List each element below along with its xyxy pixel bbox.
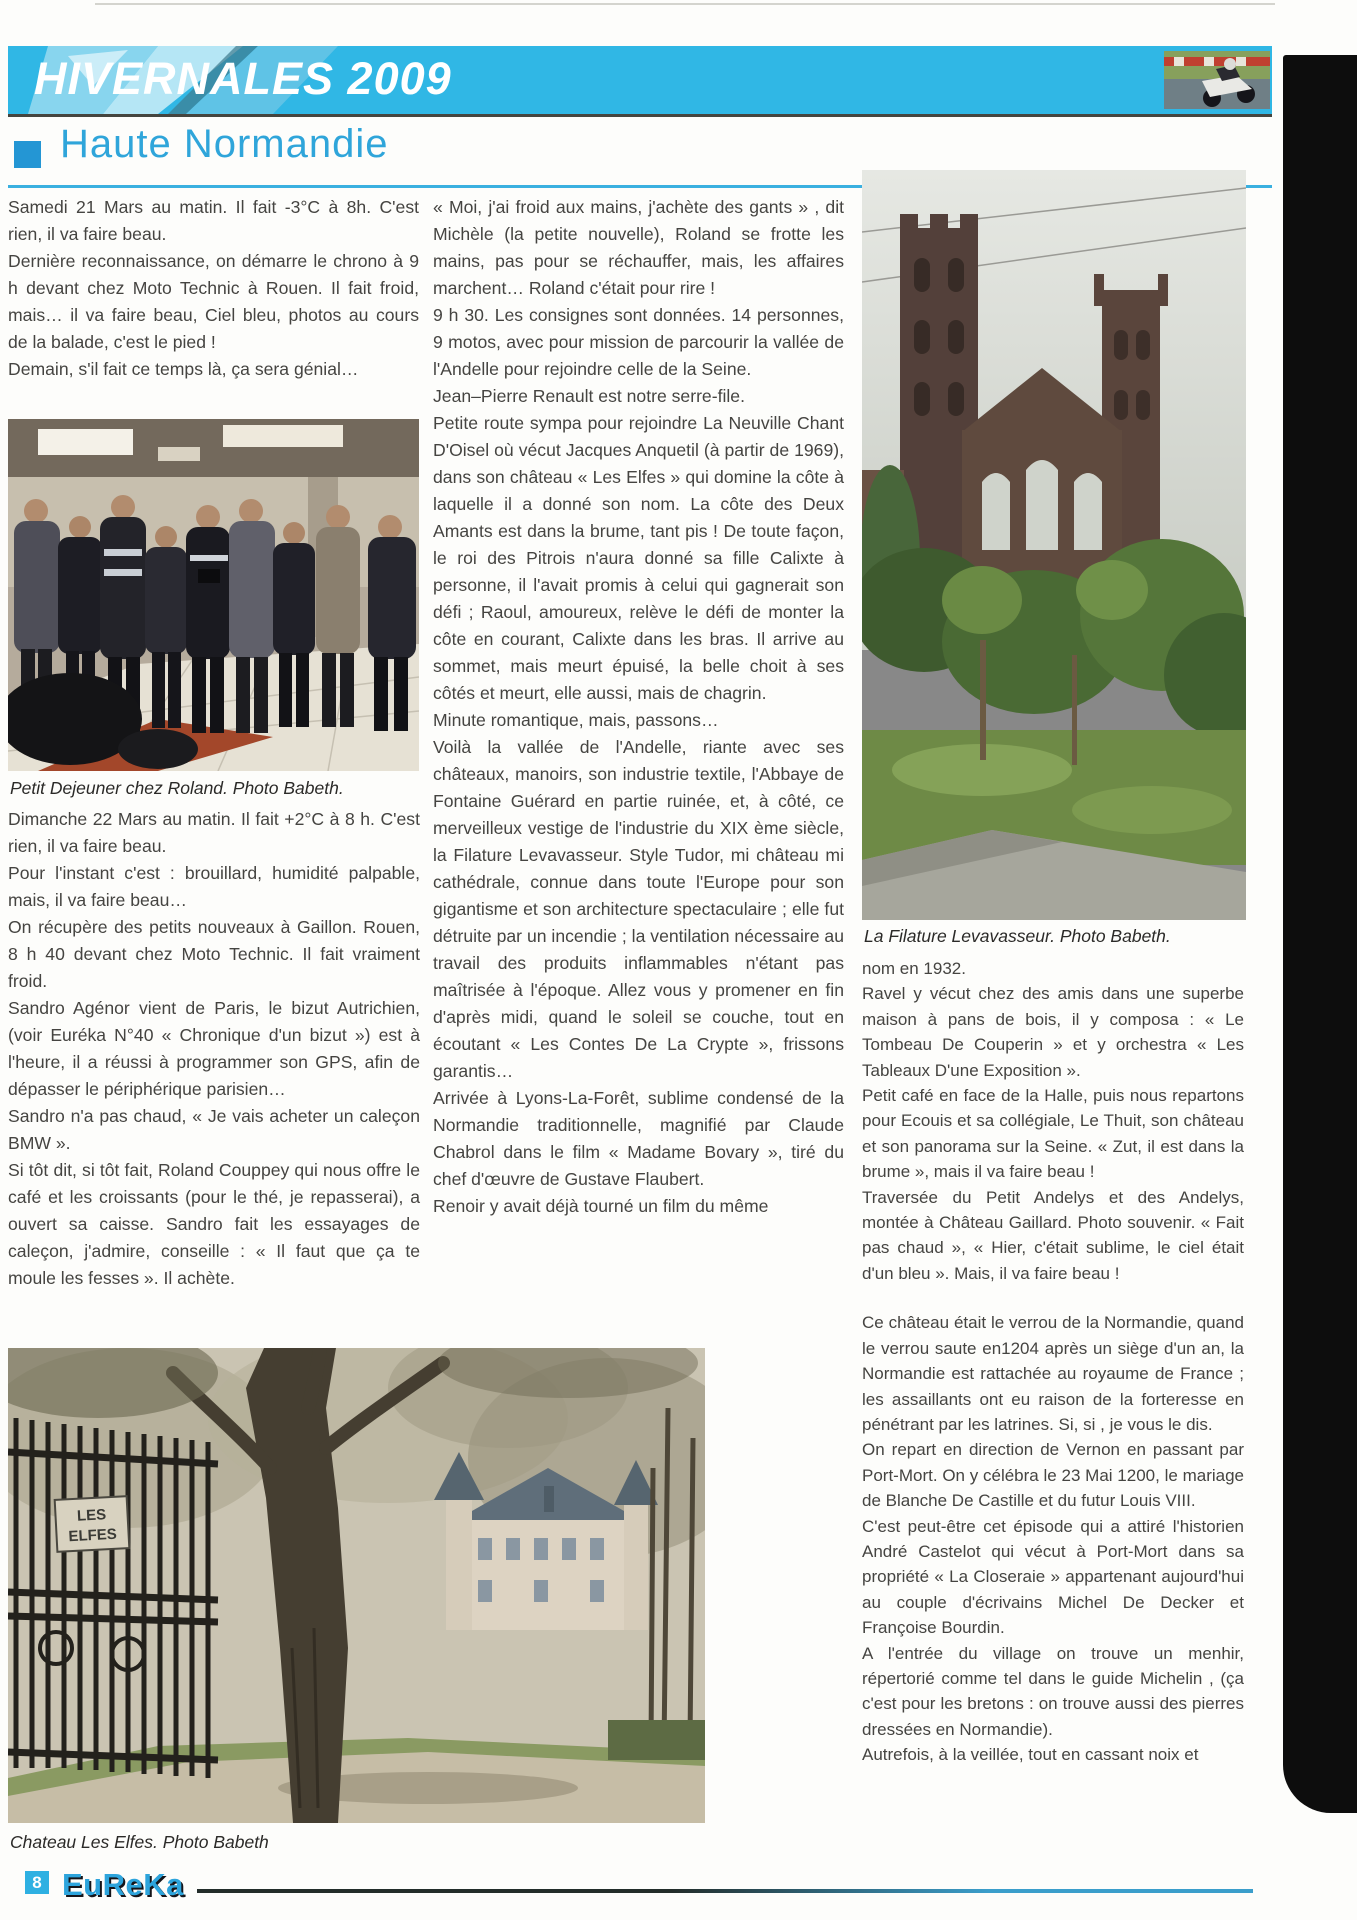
paragraph: Petit café en face de la Halle, puis nous repartons pour Ecouis et sa collégiale, Le Thuit, son château et son panorama sur la Seine. « Zut, il est dans la brume », mais il va faire beau ! [862, 1086, 1244, 1182]
page-number-badge [25, 1871, 49, 1894]
eureka-logo: EuReKa [62, 1867, 184, 1902]
paragraph: Minute romantique, mais, passons… [433, 710, 719, 730]
paragraph: Arrivée à Lyons-La-Forêt, sublime condensé de la Normandie traditionnelle, magnifié par Claude Chabrol dans le film « Madame Bovary », tiré du chef d'œuvre de Gustave Flaubert. [433, 1088, 844, 1189]
paragraph: Jean–Pierre Renault est notre serre-file. [433, 386, 745, 406]
column-3 [862, 956, 1244, 1768]
scan-black-edge [1283, 55, 1357, 1813]
paragraph: Samedi 21 Mars au matin. Il fait -3°C à 8h. C'est rien, il va faire beau. [8, 197, 419, 244]
photo3-caption: Chateau Les Elfes. Photo Babeth [10, 1832, 269, 1852]
photo1-caption: Petit Dejeuner chez Roland. Photo Babeth. [10, 778, 344, 798]
paragraph: A l'entrée du village on trouve un menhir, répertorié comme tel dans le guide Michelin , (ça c'est pour les bretons : on trouve aussi des pierres dressées en Normandie). [862, 1643, 1244, 1739]
photo2-caption: La Filature Levavasseur. Photo Babeth. [864, 926, 1171, 946]
paragraph: Pour l'instant c'est : brouillard, humidité palpable, mais, il va faire beau… [8, 863, 420, 910]
scan-edge-line [95, 3, 1275, 5]
banner-underline [8, 114, 1272, 117]
paragraph: nom en 1932. [862, 959, 966, 978]
photo-chateau-les-elfes [8, 1348, 705, 1823]
column-1-top [8, 194, 419, 383]
paragraph: Si tôt dit, si tôt fait, Roland Couppey qui nous offre le café et les croissants (pour le thé, je repasserai), a ouvert sa caisse. Sandro fait les essayages de caleçon, j'admire, conseille : « Il faut que ça te moule les fesses ». Il achète. [8, 1160, 420, 1288]
section-bullet [14, 141, 41, 168]
photo-breakfast-group [8, 419, 419, 771]
paragraph: Sandro n'a pas chaud, « Je vais acheter un caleçon BMW ». [8, 1106, 420, 1153]
paragraph: Sandro Agénor vient de Paris, le bizut Autrichien, (voir Euréka N°40 « Chronique d'un bizut ») est à l'heure, il a réussi à programmer son GPS, afin de dépasser le périphérique parisien… [8, 998, 420, 1099]
paragraph: C'est peut-être cet épisode qui a attiré l'historien André Castelot qui vécut à Port-Mort dans sa propriété « La Closeraie » appartenant aujourd'hui au couple d'écrivains Michel De Decker et Françoise Bourdin. [862, 1516, 1244, 1638]
paragraph: Demain, s'il fait ce temps là, ça sera génial… [8, 359, 359, 379]
paragraph: « Moi, j'ai froid aux mains, j'achète des gants » , dit Michèle (la petite nouvelle), Roland se frotte les mains, pas pour se réchauffer, mais, les affaires marchent… Roland c'était pour rire ! [433, 197, 844, 298]
paragraph: Autrefois, à la veillée, tout en cassant noix et [862, 1745, 1199, 1765]
paragraph: Ce château était le verrou de la Normandie, quand le verrou saute en1204 après un siège d'un an, la Normandie est rattachée au royaume de France ; les assaillants ont eu raison de la forteresse en pénétrant par les latrines. Si, si , je vous le dis. [862, 1313, 1244, 1434]
page-number: 8 [32, 1872, 42, 1892]
photo-filature-ruins [862, 170, 1246, 920]
paragraph: Ravel y vécut chez des amis dans une superbe maison à pans de bois, il y composa : « Le Tombeau De Couperin » et y orchestra « Les Tableaux D'une Exposition ». [862, 984, 1244, 1080]
column-2 [433, 194, 844, 1220]
header-banner [8, 46, 1272, 114]
paragraph: Renoir y avait déjà tourné un film du même [433, 1196, 769, 1216]
paragraph: Petite route sympa pour rejoindre La Neuville Chant D'Oisel où vécut Jacques Anquetil (à partir de 1969), dans son château « Les Elfes » qui domine la côte à laquelle il a donné son nom. La côte des Deux Amants est dans la brume, tant pis ! De toute façon, le roi des Pitrois n'aura donné sa fille Calixte à personne, il l'avait promis à celui qui gagnerait son défi ; Raoul, amoureux, relève le défi de monter la côte en courant, Calixte dans les bras. Il arrive au sommet, mais meurt épuisé, la belle choit à ses côtés et meurt, elle aussi, mais de chagrin. [433, 413, 844, 703]
column-1-bottom [8, 806, 420, 1292]
banner-title: HIVERNALES 2009 [34, 53, 452, 104]
paragraph: Dimanche 22 Mars au matin. Il fait +2°C à 8 h. C'est rien, il va faire beau. [8, 809, 420, 856]
paragraph: Dernière reconnaissance, on démarre le chrono à 9 h devant chez Moto Technic à Rouen. Il fait froid, mais… il va faire beau, Ciel bleu, photos au cours de la balade, c'est le pied ! [8, 251, 419, 352]
footer-rule [197, 1889, 1253, 1893]
paragraph: Traversée du Petit Andelys et des Andelys, montée à Château Gaillard. Photo souvenir. « Fait pas chaud », « Hier, c'était sublime, le ciel était d'un bleu ». Mais, il va faire beau ! [862, 1187, 1244, 1283]
paragraph: On repart en direction de Vernon en passant par Port-Mort. On y célébra le 23 Mai 1200, le mariage de Blanche De Castille et du futur Louis VIII. [862, 1440, 1244, 1511]
motorcycle-photo [1164, 51, 1270, 109]
gate-sign-line2: ELFES [68, 1525, 118, 1546]
paragraph: Voilà la vallée de l'Andelle, riante avec ses châteaux, manoirs, son industrie textile, l'Abbaye de Fontaine Guérard en partie ruinée, et, à côté, ce merveilleux vestige de l'industrie du XIX ème siècle, la Filature Levavasseur. Style Tudor, mi château mi cathédrale, connue dans toute l'Europe pour son gigantisme et son architecture spectaculaire ; elle fut détruite par un incendie ; la ventilation nécessaire au travail des produits inflammables n'étant pas maîtrisée à l'époque. Allez vous y promener en fin d'après midi, quand le soleil se couche, tout en écoutant « Les Contes De La Crypte », frissons garantis… [433, 737, 844, 1081]
gate-sign-line1: LES [76, 1506, 107, 1525]
paragraph: On récupère des petits nouveaux à Gaillon. Rouen, 8 h 40 devant chez Moto Technic. Il fait vraiment froid. [8, 917, 420, 991]
section-title: Haute Normandie [60, 122, 389, 166]
paragraph: 9 h 30. Les consignes sont données. 14 personnes, 9 motos, avec pour mission de parcourir la vallée de l'Andelle pour rejoindre celle de la Seine. [433, 305, 844, 379]
